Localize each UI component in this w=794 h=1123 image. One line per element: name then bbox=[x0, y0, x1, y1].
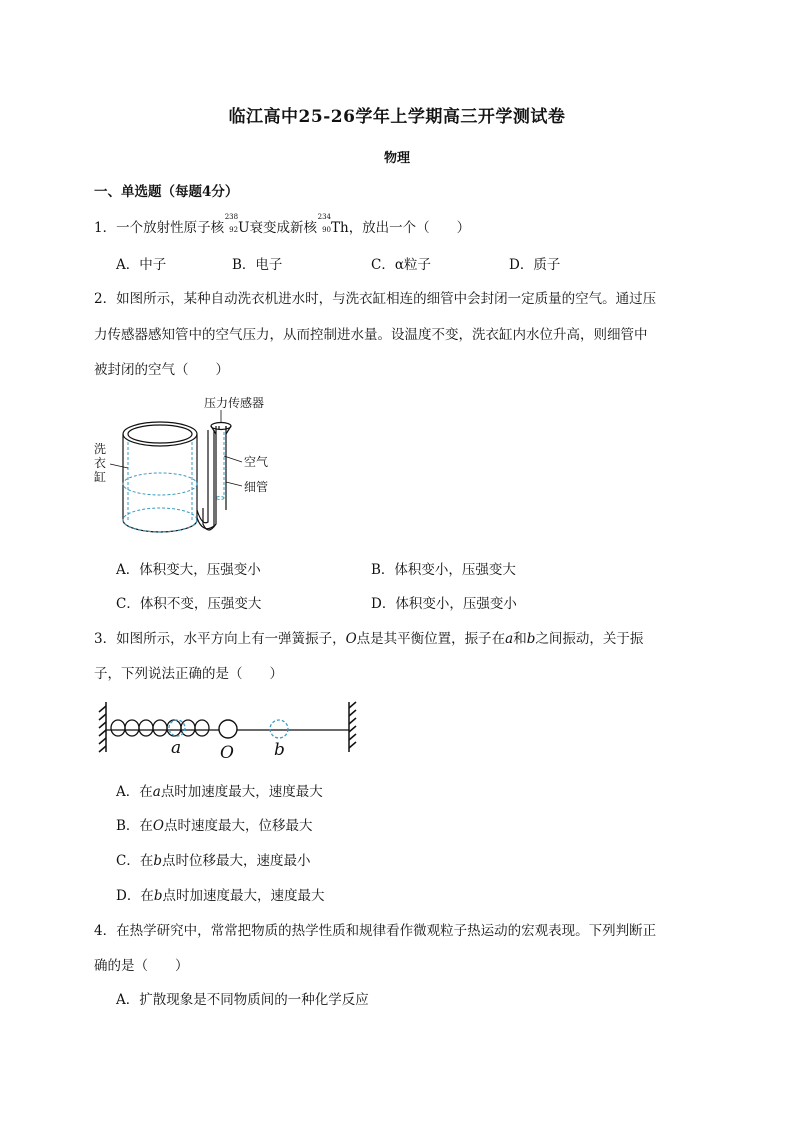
q1-option-a[interactable]: A．中子 bbox=[116, 257, 167, 273]
q3b-pre: B．在 bbox=[116, 818, 153, 834]
q3b-post: 点时速度最大，位移最大 bbox=[164, 818, 313, 834]
page-title: 临江高中25-26学年上学期高三开学测试卷 bbox=[228, 107, 566, 127]
q3a-pre: A．在 bbox=[116, 784, 153, 800]
thorium-mass-number: 234 bbox=[317, 213, 331, 221]
spring-oscillator-figure bbox=[96, 700, 366, 762]
q2-line-1: 2．如图所示，某种自动洗衣机进水时，与洗衣缸相连的细管中会封闭一定质量的空气。通过压 bbox=[94, 291, 657, 307]
sensor-label: 压力传感器 bbox=[204, 396, 265, 410]
subject-heading: 物理 bbox=[383, 151, 410, 166]
q3-text-3: 和 bbox=[513, 631, 527, 647]
isotope-thorium bbox=[317, 213, 331, 234]
q2-line-3: 被封闭的空气（ ） bbox=[94, 362, 229, 378]
q3-text-1: 3．如图所示，水平方向上有一弹簧振子， bbox=[94, 631, 346, 647]
label-a: a bbox=[171, 738, 182, 758]
right-wall bbox=[349, 702, 356, 752]
isotope-uranium bbox=[224, 213, 239, 234]
q3c-pre: C．在 bbox=[116, 853, 154, 869]
thorium-symbol: Th bbox=[330, 220, 349, 236]
spring-coil bbox=[111, 720, 209, 736]
label-o: O bbox=[220, 743, 234, 762]
q2-line-2: 力传感器感知管中的空气压力，从而控制进水量。设温度不变，洗衣缸内水位升高，则细管中 bbox=[94, 327, 648, 343]
q1-option-d[interactable]: D．质子 bbox=[509, 257, 561, 273]
tank-label-3: 缸 bbox=[94, 470, 107, 484]
q4-line-1: 4．在热学研究中，常常把物质的热学性质和规律看作微观粒子热运动的宏观表现。下列判断正 bbox=[94, 923, 657, 939]
q2-option-b[interactable]: B．体积变小，压强变大 bbox=[371, 562, 516, 578]
question-1-stem bbox=[94, 213, 471, 238]
thorium-atomic-number: 90 bbox=[322, 226, 331, 234]
q3-option-b[interactable] bbox=[116, 816, 313, 836]
q3-text-2: 点是其平衡位置，振子在 bbox=[356, 631, 506, 647]
q1-option-c[interactable]: C．α粒子 bbox=[371, 257, 431, 273]
uranium-symbol: U bbox=[238, 220, 250, 236]
q1-suffix: ，放出一个（ ） bbox=[348, 220, 471, 236]
q3d-pre: D．在 bbox=[116, 888, 154, 904]
q1-option-b[interactable]: B．电子 bbox=[232, 257, 283, 273]
q3d-var: b bbox=[153, 888, 163, 904]
q2-option-c[interactable]: C．体积不变，压强变大 bbox=[116, 596, 262, 612]
uranium-atomic-number: 92 bbox=[229, 226, 239, 234]
q3c-var: b bbox=[153, 853, 162, 869]
q3-line-1 bbox=[94, 629, 643, 649]
tank-label-1: 洗 bbox=[94, 442, 107, 456]
q3-var-o: O bbox=[345, 631, 357, 647]
washing-machine-figure bbox=[90, 390, 290, 550]
tube-leader-line bbox=[226, 482, 242, 486]
q3-var-b: b bbox=[526, 631, 536, 647]
air-label: 空气 bbox=[244, 455, 269, 469]
q3-text-4: 之间振动，关于振 bbox=[535, 631, 644, 647]
label-b: b bbox=[274, 740, 285, 760]
air-leader-line bbox=[224, 456, 242, 462]
q1-middle: 衰变成新核 bbox=[249, 220, 317, 236]
tank-leader-line bbox=[110, 464, 128, 468]
q3a-var: a bbox=[152, 784, 161, 800]
air-column bbox=[216, 432, 224, 500]
q4-option-a[interactable]: A．扩散现象是不同物质间的一种化学反应 bbox=[116, 992, 369, 1008]
tube-label: 细管 bbox=[244, 480, 269, 494]
q3b-var: O bbox=[152, 818, 164, 834]
q3d-post: 点时加速度最大，速度最大 bbox=[162, 888, 325, 904]
q1-prefix: 1．一个放射性原子核 bbox=[94, 220, 225, 236]
q3-line-2: 子，下列说法正确的是（ ） bbox=[94, 666, 283, 682]
section-heading: 一、单选题（每题4分） bbox=[94, 184, 239, 200]
position-b-marker bbox=[270, 720, 288, 738]
q3-option-c[interactable] bbox=[116, 851, 311, 871]
left-wall bbox=[99, 702, 106, 752]
q3-option-a[interactable] bbox=[116, 782, 323, 802]
q3a-post: 点时加速度最大，速度最大 bbox=[160, 784, 323, 800]
q3c-post: 点时位移最大，速度最小 bbox=[162, 853, 311, 869]
tank-label-2: 衣 bbox=[94, 456, 107, 470]
q3-var-a: a bbox=[505, 631, 514, 647]
oscillator-ball bbox=[219, 720, 237, 738]
q2-option-a[interactable]: A．体积变大，压强变小 bbox=[116, 562, 261, 578]
washing-tank bbox=[123, 422, 197, 532]
q3-option-d[interactable] bbox=[116, 886, 324, 906]
q4-line-2: 确的是（ ） bbox=[94, 958, 189, 974]
water-level-dashed bbox=[123, 442, 197, 532]
uranium-mass-number: 238 bbox=[224, 213, 239, 221]
q2-option-d[interactable]: D．体积变小，压强变小 bbox=[371, 596, 517, 612]
thin-tube bbox=[197, 426, 226, 529]
